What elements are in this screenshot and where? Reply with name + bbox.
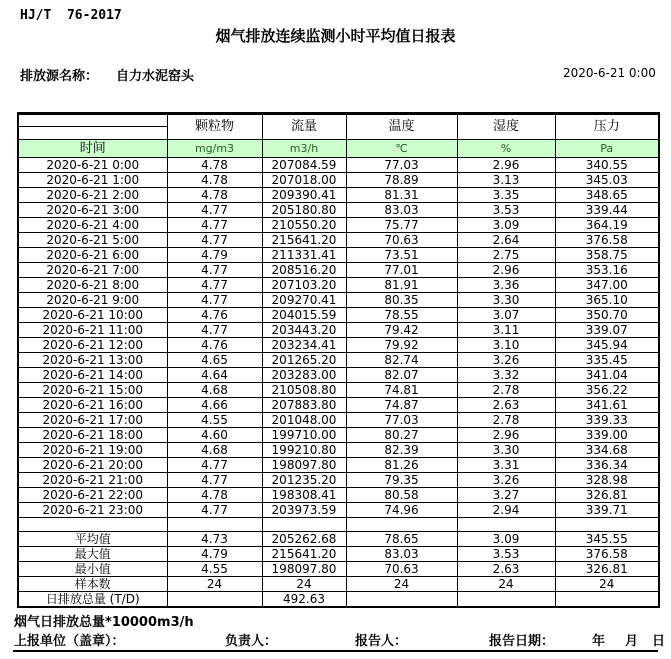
col-header-temperature: 温度: [346, 114, 457, 140]
value-cell: 80.35: [346, 293, 457, 308]
value-cell: 207084.59: [262, 158, 346, 173]
time-cell: 2020-6-21 3:00: [18, 203, 167, 218]
value-cell: 205180.80: [262, 203, 346, 218]
value-cell: 82.74: [346, 353, 457, 368]
value-cell: 199210.80: [262, 443, 346, 458]
value-cell: 4.77: [167, 233, 262, 248]
value-cell: 203443.20: [262, 323, 346, 338]
value-cell: 4.76: [167, 338, 262, 353]
value-cell: 3.10: [457, 338, 555, 353]
value-cell: 345.03: [555, 173, 659, 188]
value-cell: 4.64: [167, 368, 262, 383]
unit-flow: m3/h: [262, 140, 346, 158]
value-cell: 209390.41: [262, 188, 346, 203]
value-cell: 80.27: [346, 428, 457, 443]
value-cell: 3.09: [457, 218, 555, 233]
table-row: [18, 323, 659, 338]
standard-code: HJ/T 76-2017: [20, 8, 122, 23]
value-cell: 24: [555, 577, 659, 592]
value-cell: 201235.20: [262, 473, 346, 488]
value-cell: 356.22: [555, 383, 659, 398]
time-column-header: 时间: [18, 140, 167, 158]
value-cell: 4.68: [167, 443, 262, 458]
value-cell: 77.03: [346, 158, 457, 173]
time-cell: 2020-6-21 5:00: [18, 233, 167, 248]
table-row: [18, 203, 659, 218]
value-cell: 3.27: [457, 488, 555, 503]
value-cell: 79.35: [346, 473, 457, 488]
table-row: [18, 458, 659, 473]
table-row: [18, 278, 659, 293]
value-cell: 3.30: [457, 293, 555, 308]
value-cell: 2.96: [457, 263, 555, 278]
table-row: [18, 413, 659, 428]
value-cell: 3.35: [457, 188, 555, 203]
value-cell: 4.60: [167, 428, 262, 443]
time-cell: 2020-6-21 13:00: [18, 353, 167, 368]
table-row: [18, 398, 659, 413]
value-cell: 70.63: [346, 562, 457, 577]
value-cell: 326.81: [555, 562, 659, 577]
value-cell: 335.45: [555, 353, 659, 368]
value-cell: 4.77: [167, 278, 262, 293]
value-cell: 2.63: [457, 398, 555, 413]
unit-pressure: Pa: [555, 140, 659, 158]
value-cell: 205262.68: [262, 532, 346, 547]
responsible-label: 负责人：: [225, 634, 278, 649]
value-cell: 2.96: [457, 158, 555, 173]
value-cell: 203234.41: [262, 338, 346, 353]
value-cell: 204015.59: [262, 308, 346, 323]
summary-label-cell: 样本数: [18, 577, 167, 592]
value-cell: 207018.00: [262, 173, 346, 188]
value-cell: [457, 518, 555, 532]
value-cell: 339.33: [555, 413, 659, 428]
value-cell: 209270.41: [262, 293, 346, 308]
value-cell: [346, 592, 457, 608]
time-header-blank-top: [18, 114, 167, 127]
value-cell: 3.53: [457, 203, 555, 218]
table-row: [18, 233, 659, 248]
value-cell: 4.65: [167, 353, 262, 368]
value-cell: 208516.20: [262, 263, 346, 278]
value-cell: 4.78: [167, 188, 262, 203]
value-cell: 4.77: [167, 293, 262, 308]
col-header-particulate: 颗粒物: [167, 114, 262, 140]
value-cell: 210508.80: [262, 383, 346, 398]
value-cell: 2.64: [457, 233, 555, 248]
value-cell: 328.98: [555, 473, 659, 488]
value-cell: 3.26: [457, 353, 555, 368]
value-cell: 2.96: [457, 428, 555, 443]
table-row: [18, 473, 659, 488]
value-cell: 345.94: [555, 338, 659, 353]
value-cell: 198097.80: [262, 562, 346, 577]
summary-row: [18, 562, 659, 577]
value-cell: 207883.80: [262, 398, 346, 413]
table-row: [18, 158, 659, 173]
time-cell: 2020-6-21 19:00: [18, 443, 167, 458]
value-cell: 79.42: [346, 323, 457, 338]
value-cell: 4.77: [167, 203, 262, 218]
value-cell: 210550.20: [262, 218, 346, 233]
value-cell: 2.78: [457, 413, 555, 428]
value-cell: 81.26: [346, 458, 457, 473]
time-cell: 2020-6-21 4:00: [18, 218, 167, 233]
value-cell: [346, 518, 457, 532]
value-cell: 3.31: [457, 458, 555, 473]
value-cell: 82.07: [346, 368, 457, 383]
spacer-row: [18, 518, 659, 532]
value-cell: 365.10: [555, 293, 659, 308]
value-cell: 341.04: [555, 368, 659, 383]
value-cell: [167, 592, 262, 608]
value-cell: 4.55: [167, 562, 262, 577]
year-label: 年: [592, 634, 606, 649]
value-cell: 376.58: [555, 233, 659, 248]
value-cell: 2.63: [457, 562, 555, 577]
value-cell: 24: [167, 577, 262, 592]
time-header-blank-bottom: [18, 127, 167, 140]
time-cell: 2020-6-21 18:00: [18, 428, 167, 443]
value-cell: 203283.00: [262, 368, 346, 383]
value-cell: 2.94: [457, 503, 555, 518]
value-cell: 350.70: [555, 308, 659, 323]
value-cell: 82.39: [346, 443, 457, 458]
table-row: [18, 308, 659, 323]
bottom-divider: [13, 650, 658, 652]
summary-row: [18, 547, 659, 562]
value-cell: 4.78: [167, 158, 262, 173]
time-cell: 2020-6-21 1:00: [18, 173, 167, 188]
time-cell: 2020-6-21 9:00: [18, 293, 167, 308]
col-header-flow: 流量: [262, 114, 346, 140]
value-cell: 4.77: [167, 458, 262, 473]
value-cell: 207103.20: [262, 278, 346, 293]
value-cell: 3.07: [457, 308, 555, 323]
time-cell: 2020-6-21 14:00: [18, 368, 167, 383]
table-body: [18, 158, 659, 608]
value-cell: 339.44: [555, 203, 659, 218]
value-cell: 215641.20: [262, 233, 346, 248]
value-cell: 3.53: [457, 547, 555, 562]
value-cell: 215641.20: [262, 547, 346, 562]
value-cell: 211331.41: [262, 248, 346, 263]
value-cell: 4.77: [167, 218, 262, 233]
table-row: [18, 368, 659, 383]
value-cell: 83.03: [346, 203, 457, 218]
value-cell: 3.36: [457, 278, 555, 293]
time-cell: 2020-6-21 6:00: [18, 248, 167, 263]
summary-label-cell: 平均值: [18, 532, 167, 547]
value-cell: 4.77: [167, 263, 262, 278]
value-cell: 364.19: [555, 218, 659, 233]
value-cell: 4.77: [167, 503, 262, 518]
value-cell: 4.79: [167, 248, 262, 263]
value-cell: 339.07: [555, 323, 659, 338]
value-cell: 24: [346, 577, 457, 592]
summary-row: [18, 577, 659, 592]
value-cell: 24: [457, 577, 555, 592]
time-cell: 2020-6-21 11:00: [18, 323, 167, 338]
value-cell: [555, 592, 659, 608]
month-label: 月: [625, 634, 639, 649]
value-cell: 199710.00: [262, 428, 346, 443]
value-cell: 77.01: [346, 263, 457, 278]
value-cell: 326.81: [555, 488, 659, 503]
time-cell: 2020-6-21 21:00: [18, 473, 167, 488]
value-cell: 3.26: [457, 473, 555, 488]
value-cell: [555, 518, 659, 532]
value-cell: 358.75: [555, 248, 659, 263]
value-cell: 70.63: [346, 233, 457, 248]
table-row: [18, 263, 659, 278]
table-row: [18, 173, 659, 188]
value-cell: 4.78: [167, 173, 262, 188]
summary-label-cell: 日排放总量 (T/D): [18, 592, 167, 608]
time-cell: 2020-6-21 22:00: [18, 488, 167, 503]
value-cell: 4.66: [167, 398, 262, 413]
value-cell: 79.92: [346, 338, 457, 353]
unit-temperature: ℃: [346, 140, 457, 158]
value-cell: 4.55: [167, 413, 262, 428]
emission-source-line: [20, 65, 194, 84]
time-cell: 2020-6-21 15:00: [18, 383, 167, 398]
col-header-humidity: 湿度: [457, 114, 555, 140]
value-cell: [457, 592, 555, 608]
col-header-pressure: 压力: [555, 114, 659, 140]
value-cell: 2.78: [457, 383, 555, 398]
summary-label-cell: 最大值: [18, 547, 167, 562]
value-cell: 80.58: [346, 488, 457, 503]
value-cell: 347.00: [555, 278, 659, 293]
value-cell: 492.63: [262, 592, 346, 608]
value-cell: 201048.00: [262, 413, 346, 428]
value-cell: 203973.59: [262, 503, 346, 518]
value-cell: 334.68: [555, 443, 659, 458]
value-cell: 339.00: [555, 428, 659, 443]
report-table: [17, 112, 660, 608]
value-cell: 83.03: [346, 547, 457, 562]
time-cell: 2020-6-21 7:00: [18, 263, 167, 278]
value-cell: 3.13: [457, 173, 555, 188]
time-cell: 2020-6-21 12:00: [18, 338, 167, 353]
header-row-1: [18, 114, 659, 127]
value-cell: 4.78: [167, 488, 262, 503]
table-row: [18, 488, 659, 503]
table-row: [18, 338, 659, 353]
value-cell: [262, 518, 346, 532]
value-cell: 78.65: [346, 532, 457, 547]
table-row: [18, 443, 659, 458]
value-cell: 4.77: [167, 473, 262, 488]
value-cell: 81.31: [346, 188, 457, 203]
value-cell: 341.61: [555, 398, 659, 413]
table-row: [18, 383, 659, 398]
value-cell: 24: [262, 577, 346, 592]
report-date-label: 报告日期：: [489, 634, 555, 649]
value-cell: 3.32: [457, 368, 555, 383]
emission-source-label: 排放源名称：: [20, 69, 99, 84]
value-cell: 2.75: [457, 248, 555, 263]
table-row: [18, 503, 659, 518]
value-cell: 74.87: [346, 398, 457, 413]
value-cell: 376.58: [555, 547, 659, 562]
value-cell: 353.16: [555, 263, 659, 278]
table-row: [18, 428, 659, 443]
time-cell: 2020-6-21 0:00: [18, 158, 167, 173]
summary-row: [18, 532, 659, 547]
value-cell: 3.11: [457, 323, 555, 338]
value-cell: 74.81: [346, 383, 457, 398]
value-cell: 340.55: [555, 158, 659, 173]
value-cell: 73.51: [346, 248, 457, 263]
table-row: [18, 248, 659, 263]
value-cell: 348.65: [555, 188, 659, 203]
table-row: [18, 188, 659, 203]
time-cell: 2020-6-21 10:00: [18, 308, 167, 323]
time-cell: 2020-6-21 8:00: [18, 278, 167, 293]
time-cell: 2020-6-21 20:00: [18, 458, 167, 473]
summary-row: [18, 592, 659, 608]
table-row: [18, 353, 659, 368]
value-cell: 198097.80: [262, 458, 346, 473]
reporter-label: 报告人：: [355, 634, 408, 649]
time-cell: 2020-6-21 16:00: [18, 398, 167, 413]
summary-label-cell: 最小值: [18, 562, 167, 577]
value-cell: 74.96: [346, 503, 457, 518]
report-datetime: 2020-6-21 0:00: [563, 66, 656, 80]
value-cell: 4.77: [167, 323, 262, 338]
value-cell: 4.76: [167, 308, 262, 323]
value-cell: 3.30: [457, 443, 555, 458]
value-cell: 198308.41: [262, 488, 346, 503]
unit-humidity: %: [457, 140, 555, 158]
unit-row: [18, 140, 659, 158]
value-cell: 75.77: [346, 218, 457, 233]
report-unit-label: 上报单位（盖章）：: [14, 634, 125, 649]
value-cell: 4.68: [167, 383, 262, 398]
page-title: 烟气排放连续监测小时平均值日报表: [215, 27, 456, 45]
value-cell: 77.03: [346, 413, 457, 428]
time-cell: 2020-6-21 2:00: [18, 188, 167, 203]
value-cell: 336.34: [555, 458, 659, 473]
value-cell: 81.91: [346, 278, 457, 293]
emission-source-name: 自力水泥窑头: [116, 69, 195, 84]
value-cell: 78.55: [346, 308, 457, 323]
empty-cell: [18, 518, 167, 532]
unit-particulate: mg/m3: [167, 140, 262, 158]
value-cell: [167, 518, 262, 532]
value-cell: 345.55: [555, 532, 659, 547]
value-cell: 201265.20: [262, 353, 346, 368]
value-cell: 339.71: [555, 503, 659, 518]
table-row: [18, 293, 659, 308]
day-label: 日: [652, 634, 666, 649]
time-cell: 2020-6-21 17:00: [18, 413, 167, 428]
table-row: [18, 218, 659, 233]
value-cell: 4.79: [167, 547, 262, 562]
value-cell: 3.09: [457, 532, 555, 547]
value-cell: 78.89: [346, 173, 457, 188]
emission-total-note: 烟气日排放总量*10000m3/h: [14, 615, 194, 630]
value-cell: 4.73: [167, 532, 262, 547]
signature-line: [0, 630, 671, 648]
time-cell: 2020-6-21 23:00: [18, 503, 167, 518]
